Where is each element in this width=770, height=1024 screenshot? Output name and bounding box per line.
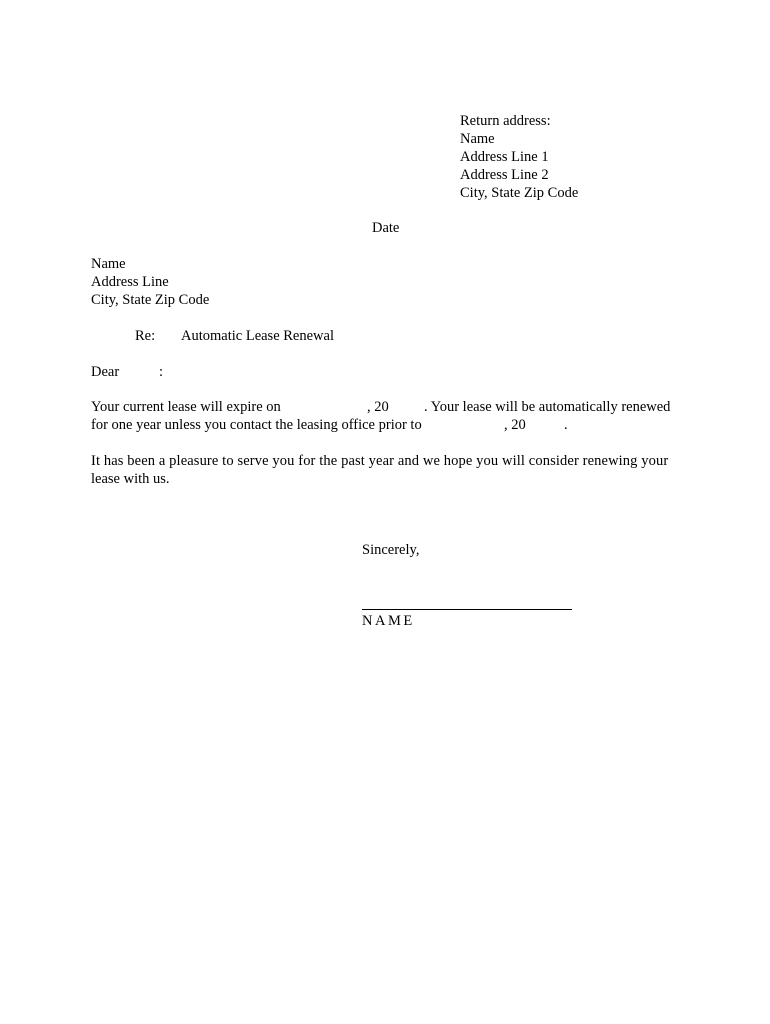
return-address-line-1: Address Line 1 bbox=[460, 149, 549, 165]
paragraph-1-line-1 bbox=[91, 398, 680, 416]
paragraph-1-line-2 bbox=[91, 416, 680, 434]
signature-name: NAME bbox=[362, 613, 415, 629]
signature-line bbox=[362, 609, 572, 610]
recipient-address-block bbox=[91, 255, 209, 309]
salutation-colon: : bbox=[159, 364, 164, 380]
recipient-city: City, State Zip Code bbox=[91, 292, 210, 308]
salutation-dear: Dear bbox=[91, 364, 120, 380]
paragraph-2-line-1: It has been a pleasure to serve you for the past year and we hope you will consider renewing your bbox=[91, 453, 669, 469]
closing-sincerely: Sincerely, bbox=[362, 542, 420, 558]
renewal-text: for one year unless you contact the leasing office prior to bbox=[91, 417, 422, 433]
lease-expiry-paragraph bbox=[91, 398, 680, 434]
renewal-period: . bbox=[564, 417, 568, 433]
return-address-line-2: Address Line 2 bbox=[460, 167, 549, 183]
expiry-text-end: . Your lease will be automatically renewed bbox=[424, 399, 671, 415]
re-label: Re: bbox=[135, 328, 156, 344]
re-subject: Automatic Lease Renewal bbox=[181, 328, 334, 344]
return-address-block bbox=[460, 112, 578, 202]
letter-date: Date bbox=[372, 220, 400, 236]
recipient-address-line: Address Line bbox=[91, 274, 169, 290]
paragraph-2-line-2: lease with us. bbox=[91, 471, 170, 487]
return-address-heading: Return address: bbox=[460, 113, 551, 129]
return-address-name: Name bbox=[460, 131, 495, 147]
expiry-year-prefix: , 20 bbox=[367, 399, 389, 415]
renewal-year-prefix: , 20 bbox=[504, 417, 526, 433]
recipient-name: Name bbox=[91, 256, 126, 272]
return-address-city: City, State Zip Code bbox=[460, 185, 579, 201]
expiry-text-start: Your current lease will expire on bbox=[91, 399, 281, 415]
pleasure-paragraph bbox=[91, 452, 680, 488]
